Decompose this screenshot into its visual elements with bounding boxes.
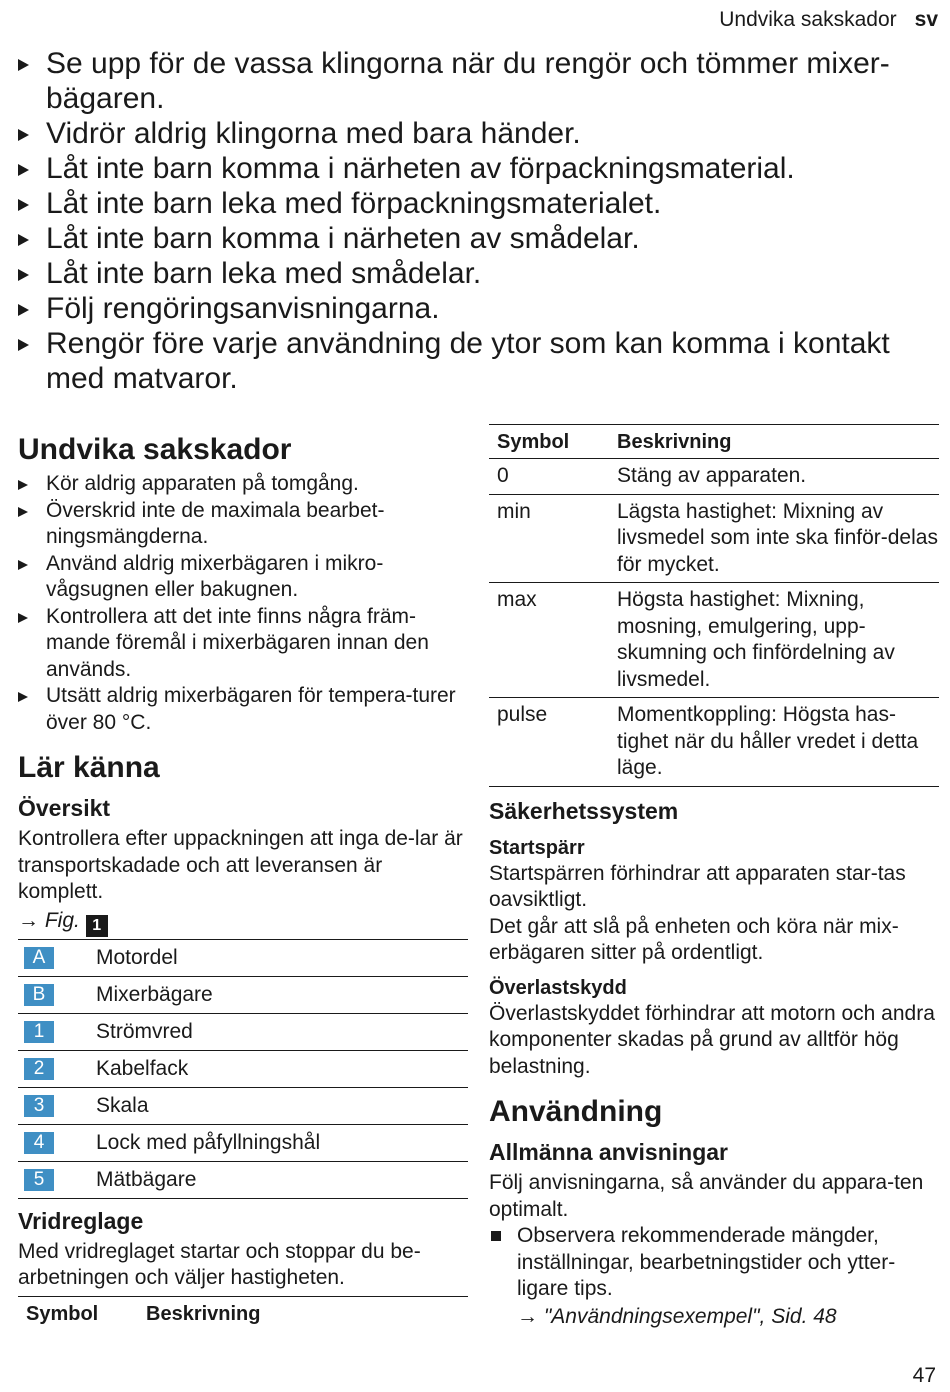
damage-bullet-list [18,471,468,736]
symbol-cell: max [489,583,609,698]
part-label: Strömvred [88,1013,468,1050]
part-label: Motordel [88,939,468,976]
triangle-bullet-icon [18,304,29,316]
symbol-cell: min [489,494,609,583]
table-row [18,1013,468,1050]
safety-heading: Säkerhetssystem [489,797,679,824]
list-item: Kör aldrig apparaten på tomgång. [18,471,468,498]
general-text: Följ anvisningarna, så använder du appara-ten optimalt. [489,1171,924,1221]
table-row [489,494,939,583]
parts-legend-table [18,939,468,1199]
overview-heading: Översikt [18,795,111,821]
arrow-right-icon: → [18,908,39,932]
triangle-bullet-icon [18,507,28,517]
triangle-bullet-icon [18,613,28,623]
part-label: Skala [88,1087,468,1124]
overview-text: Kontrollera efter uppackningen att inga de-lar är transportskadade och att leveransen är komplett. [18,827,463,903]
left-column [18,432,468,1330]
list-item: Överskrid inte de maximala bearbet-ningsmängderna. [18,498,468,551]
triangle-bullet-icon [18,269,29,281]
part-key-badge: B [24,984,54,1006]
table-row [18,1161,468,1198]
list-item: Låt inte barn leka med smådelar. [18,256,928,291]
list-item: Låt inte barn komma i närheten av förpackningsmaterial. [18,151,928,186]
table-row [489,583,939,698]
startlock-text: Startspärren förhindrar att apparaten star-tas oavsiktligt. [489,861,906,911]
col-description: Beskrivning [138,1296,468,1330]
list-item: Vidrör aldrig klingorna med bara händer. [18,116,928,151]
list-item: Låt inte barn leka med förpackningsmaterialet. [18,186,928,221]
list-item: Observera rekommenderade mängder, inställningar, bearbetningstider och ytter-ligare tips. [489,1223,939,1303]
description-cell: Lägsta hastighet: Mixning av livsmedel som inte ska finför-delas för mycket. [609,494,939,583]
table-row [489,698,939,787]
triangle-bullet-icon [18,692,28,702]
safety-bullet-list [18,46,928,396]
page-number: 47 [912,1364,936,1387]
cross-reference[interactable] [489,1303,939,1331]
header-language: sv [914,8,938,31]
figure-label: Fig. [44,908,80,932]
list-item: Kontrollera att det inte finns några främ-mande föremål i mixerbägaren innan den används. [18,604,468,684]
part-key-badge: A [24,947,54,969]
list-item: Använd aldrig mixerbägaren i mikro-vågsugnen eller bakugnen. [18,551,468,604]
part-key-badge: 4 [24,1132,54,1154]
square-bullet-icon [491,1231,501,1241]
table-row [18,976,468,1013]
usage-heading: Användning [489,1095,663,1128]
list-item: Se upp för de vassa klingorna när du rengör och tömmer mixer-bägaren. [18,46,928,116]
arrow-right-icon: → [517,1304,538,1328]
knob-text: Med vridreglaget startar och stoppar du be-arbetningen och väljer hastigheten. [18,1239,421,1289]
list-item: Rengör före varje användning de ytor som kan komma i kontakt med matvaror. [18,326,928,396]
description-cell: Momentkoppling: Högsta has-tighet när du håller vredet i detta läge. [609,698,939,787]
col-symbol: Symbol [18,1296,138,1330]
triangle-bullet-icon [18,59,29,71]
running-header [719,8,938,32]
table-row [18,1087,468,1124]
description-cell: Högsta hastighet: Mixning, mosning, emulgering, upp-skumning och finfördelning av livsmedel. [609,583,939,698]
startlock-text-2: Det går att slå på enheten och köra när mix-erbägaren sitter på ordentligt. [489,914,899,964]
part-label: Kabelfack [88,1050,468,1087]
triangle-bullet-icon [18,164,29,176]
part-key-badge: 5 [24,1169,54,1191]
symbol-table [489,424,939,787]
table-row [18,1124,468,1161]
col-description: Beskrivning [609,425,939,459]
part-key-badge: 1 [24,1021,54,1043]
symbol-cell: 0 [489,459,609,495]
general-heading: Allmänna anvisningar [489,1139,729,1165]
triangle-bullet-icon [18,199,29,211]
know-heading: Lär känna [18,751,160,784]
startlock-heading: Startspärr [489,836,585,859]
part-key-badge: 2 [24,1058,54,1080]
part-label: Mixerbägare [88,976,468,1013]
list-item: Utsätt aldrig mixerbägaren för tempera-turer över 80 °C. [18,683,468,736]
list-item: Följ rengöringsanvisningarna. [18,291,928,326]
triangle-bullet-icon [18,234,29,246]
table-row [489,459,939,495]
table-header-row [489,425,939,459]
triangle-bullet-icon [18,129,29,141]
overload-heading: Överlastskydd [489,976,627,999]
cross-reference-link[interactable]: "Användningsexempel", Sid. 48 [543,1304,837,1328]
triangle-bullet-icon [18,560,28,570]
col-symbol: Symbol [489,425,609,459]
overload-text: Överlastskyddet förhindrar att motorn och andra komponenter skadas på grund av alltför hög belastning. [489,1001,935,1078]
damage-heading: Undvika sakskador [18,433,292,466]
table-header-row [18,1296,468,1330]
right-column [489,424,939,1331]
table-row [18,1050,468,1087]
knob-heading: Vridreglage [18,1207,144,1234]
triangle-bullet-icon [18,339,29,351]
symbol-cell: pulse [489,698,609,787]
table-row [18,939,468,976]
general-bullet-list [489,1223,939,1303]
triangle-bullet-icon [18,480,28,490]
figure-reference [18,906,468,937]
header-section: Undvika sakskador [719,8,897,31]
part-label: Lock med påfyllningshål [88,1124,468,1161]
part-label: Mätbägare [88,1161,468,1198]
symbol-table-header [18,1296,468,1330]
list-item: Låt inte barn komma i närheten av smådelar. [18,221,928,256]
part-key-badge: 3 [24,1095,54,1117]
figure-number: 1 [86,915,108,937]
description-cell: Stäng av apparaten. [609,459,939,495]
